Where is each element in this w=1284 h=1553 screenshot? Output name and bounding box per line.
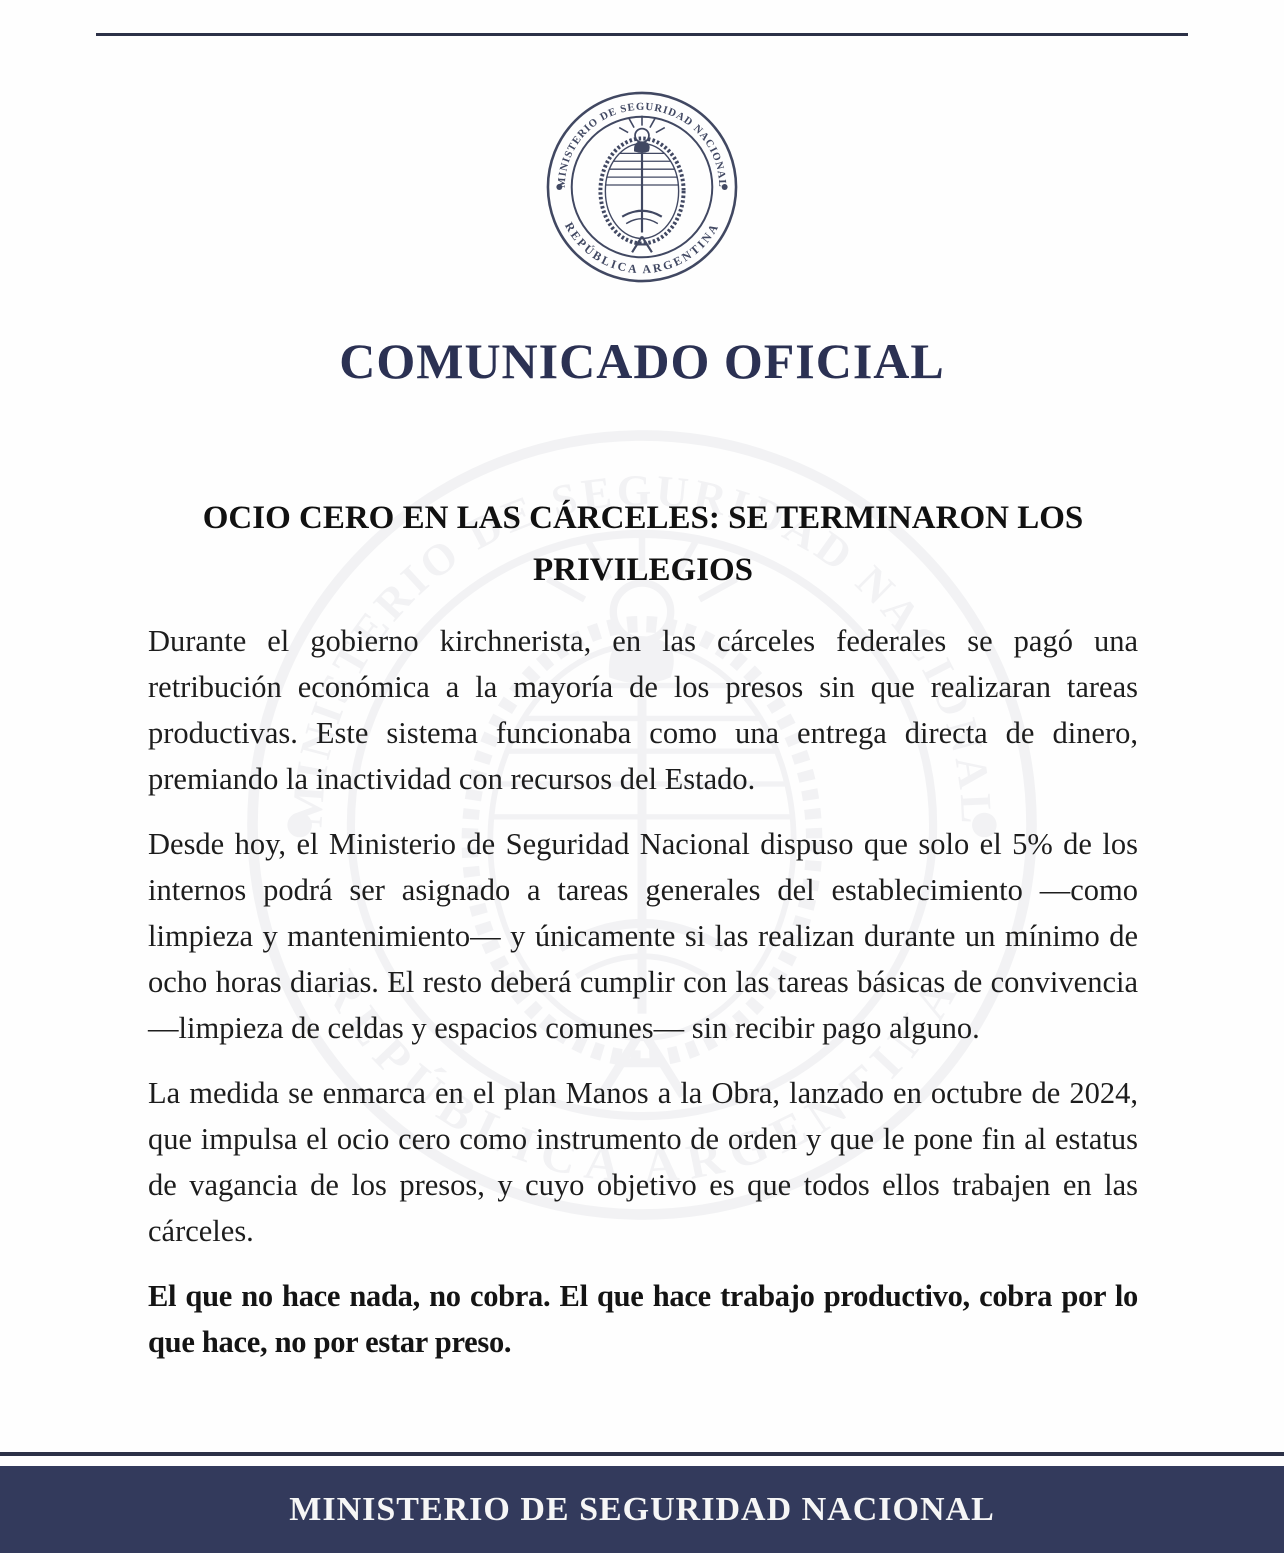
ministry-seal-icon (543, 88, 741, 286)
footer-divider-rule (0, 1452, 1284, 1456)
footer-bar (0, 1466, 1284, 1553)
body-paragraph: Durante el gobierno kirchnerista, en las cárceles federales se pagó una retribución económica a la mayoría de los presos sin que realizaran tareas productivas. Este sistema funcionaba como una entrega directa de dinero, premiando la inactividad con recursos del Estado. (148, 624, 1138, 796)
closing-statement: El que no hace nada, no cobra. El que hace trabajo productivo, cobra por lo que hace, no por estar preso. (148, 1279, 1138, 1359)
page-title: COMUNICADO OFICIAL (339, 333, 945, 389)
body-paragraph: La medida se enmarca en el plan Manos a la Obra, lanzado en octubre de 2024, que impulsa el ocio cero como instrumento de orden y que le pone fin al estatus de vagancia de los presos, y cuyo objetivo es que todos ellos trabajen en las cárceles. (148, 1076, 1138, 1248)
communique-body (148, 492, 1138, 1384)
body-paragraph: Desde hoy, el Ministerio de Seguridad Nacional dispuso que solo el 5% de los internos podrá ser asignado a tareas generales del establecimiento —como limpieza y mantenimiento— y únicamente si las realizan durante un mínimo de ocho horas diarias. El resto deberá cumplir con las tareas básicas de convivencia —limpieza de celdas y espacios comunes— sin recibir pago alguno. (148, 827, 1138, 1045)
top-divider-rule (96, 33, 1188, 36)
communique-heading (148, 492, 1138, 596)
heading-line: OCIO CERO EN LAS CÁRCELES: SE TERMINARON LOS (202, 500, 1084, 536)
heading-line: PRIVILEGIOS (532, 552, 754, 588)
footer-label: MINISTERIO DE SEGURIDAD NACIONAL (289, 1490, 995, 1528)
